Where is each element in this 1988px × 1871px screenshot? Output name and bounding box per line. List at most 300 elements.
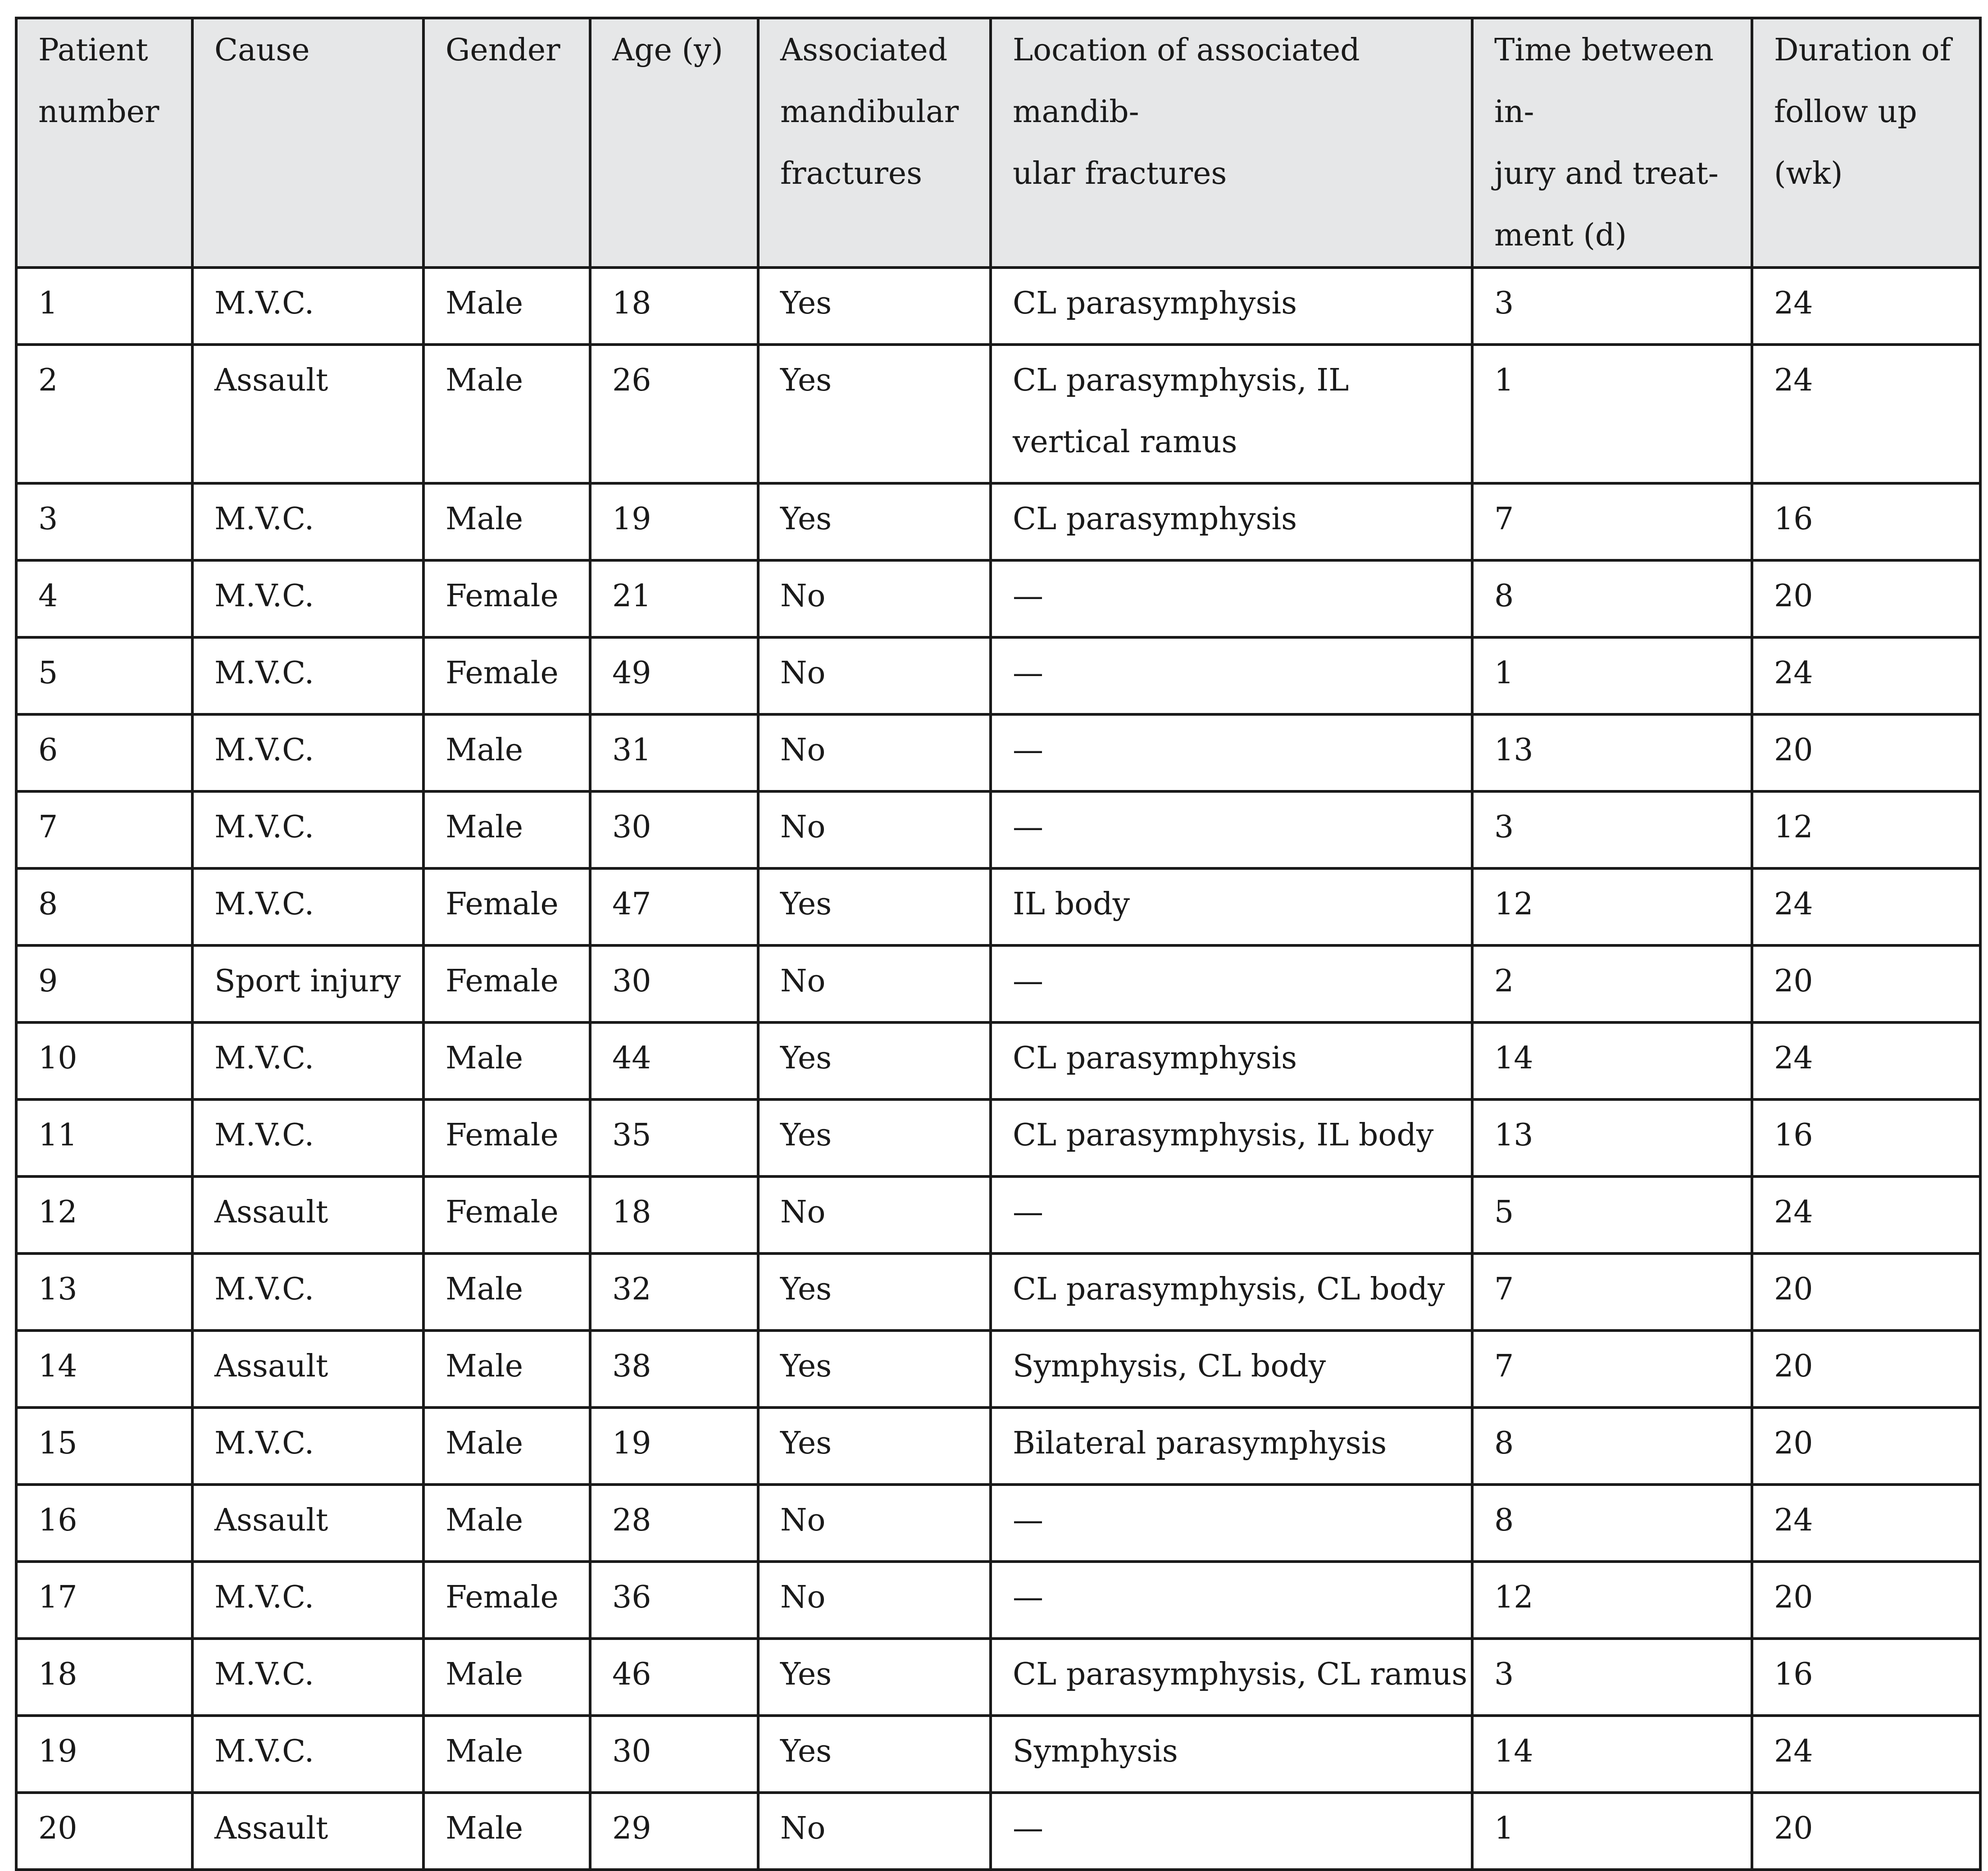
header-label: Patient number	[38, 32, 159, 130]
cell-fracture-location	[991, 945, 1472, 1022]
cell-associated-fractures	[758, 483, 991, 560]
cell-value: 13	[1494, 732, 1533, 768]
cell-value: 20	[1774, 1349, 1813, 1384]
cell-cause	[192, 1639, 423, 1716]
cell-time-to-treatment	[1472, 1253, 1752, 1331]
cell-associated-fractures	[758, 1793, 991, 1870]
cell-value: 24	[1774, 655, 1813, 691]
cell-value: 1	[1494, 1811, 1514, 1846]
cell-age	[590, 1639, 758, 1716]
cell-fracture-location	[991, 1176, 1472, 1253]
cell-value: M.V.C.	[214, 809, 314, 845]
cell-value: 24	[1774, 286, 1813, 321]
cell-value: Male	[446, 1040, 523, 1076]
cell-associated-fractures	[758, 1408, 991, 1485]
table-header-row	[16, 18, 1980, 268]
header-associated-fractures	[758, 18, 991, 268]
cell-value: 8	[1494, 578, 1514, 614]
table-row	[16, 345, 1980, 483]
cell-value: M.V.C.	[214, 501, 314, 537]
cell-value: 7	[1494, 501, 1514, 537]
cell-value: —	[1013, 732, 1043, 768]
cell-value: 24	[1774, 886, 1813, 922]
cell-value: 38	[612, 1349, 651, 1384]
cell-value: 24	[1774, 1734, 1813, 1769]
cell-value: —	[1013, 655, 1043, 691]
header-label: Location of associated mandib- ular fractures	[1013, 32, 1360, 191]
cell-time-to-treatment	[1472, 1716, 1752, 1793]
cell-value: Assault	[214, 1503, 328, 1538]
cell-gender	[423, 345, 590, 483]
table-row	[16, 791, 1980, 868]
cell-value: —	[1013, 809, 1043, 845]
table-row	[16, 1022, 1980, 1099]
table-body	[16, 268, 1980, 1870]
cell-gender	[423, 945, 590, 1022]
cell-cause	[192, 1408, 423, 1485]
cell-associated-fractures	[758, 1099, 991, 1176]
cell-follow-up-duration	[1752, 1022, 1980, 1099]
cell-value: 24	[1774, 1503, 1813, 1538]
cell-value: 1	[1494, 655, 1514, 691]
cell-cause	[192, 637, 423, 714]
cell-value: 20	[1774, 1426, 1813, 1461]
cell-cause	[192, 483, 423, 560]
cell-value: 17	[38, 1580, 77, 1615]
header-label: Age (y)	[612, 32, 723, 68]
cell-value: CL parasymphysis	[1013, 1040, 1297, 1076]
cell-value: 14	[38, 1349, 77, 1384]
cell-value: Assault	[214, 363, 328, 398]
table-row	[16, 868, 1980, 945]
cell-gender	[423, 268, 590, 345]
header-follow-up-duration	[1752, 18, 1980, 268]
cell-value: CL parasymphysis, IL body	[1013, 1117, 1434, 1153]
cell-value: 3	[1494, 286, 1514, 321]
cell-value: Yes	[780, 501, 832, 537]
cell-value: 12	[1494, 886, 1533, 922]
cell-value: 19	[612, 501, 651, 537]
cell-value: —	[1013, 1194, 1043, 1230]
cell-value: 18	[38, 1657, 77, 1692]
cell-value: 3	[1494, 1657, 1514, 1692]
cell-value: M.V.C.	[214, 886, 314, 922]
cell-value: Yes	[780, 286, 832, 321]
cell-value: 35	[612, 1117, 651, 1153]
cell-value: 16	[1774, 1657, 1813, 1692]
cell-age	[590, 560, 758, 637]
cell-value: 8	[1494, 1503, 1514, 1538]
cell-cause	[192, 868, 423, 945]
cell-time-to-treatment	[1472, 1099, 1752, 1176]
cell-value: Bilateral parasymphysis	[1013, 1426, 1387, 1461]
cell-gender	[423, 1176, 590, 1253]
cell-gender	[423, 1716, 590, 1793]
cell-value: 7	[1494, 1349, 1514, 1384]
cell-value: Male	[446, 732, 523, 768]
cell-value: 21	[612, 578, 651, 614]
cell-value: 7	[38, 809, 58, 845]
cell-time-to-treatment	[1472, 560, 1752, 637]
cell-patient-number	[16, 1022, 192, 1099]
cell-gender	[423, 1639, 590, 1716]
cell-value: 36	[612, 1580, 651, 1615]
cell-value: 28	[612, 1503, 651, 1538]
table-row	[16, 1253, 1980, 1331]
cell-age	[590, 1022, 758, 1099]
cell-value: Male	[446, 1426, 523, 1461]
cell-value: Male	[446, 363, 523, 398]
cell-value: 18	[612, 1194, 651, 1230]
cell-time-to-treatment	[1472, 1562, 1752, 1639]
cell-value: 6	[38, 732, 58, 768]
cell-gender	[423, 791, 590, 868]
cell-patient-number	[16, 1331, 192, 1408]
cell-value: Female	[446, 963, 559, 999]
cell-value: 14	[1494, 1734, 1533, 1769]
cell-value: Yes	[780, 1349, 832, 1384]
cell-follow-up-duration	[1752, 637, 1980, 714]
cell-follow-up-duration	[1752, 868, 1980, 945]
cell-value: 30	[612, 809, 651, 845]
cell-value: Yes	[780, 1117, 832, 1153]
cell-follow-up-duration	[1752, 560, 1980, 637]
cell-value: Assault	[214, 1194, 328, 1230]
header-label: Cause	[214, 32, 310, 68]
table-row	[16, 1793, 1980, 1870]
cell-patient-number	[16, 945, 192, 1022]
cell-value: 1	[1494, 363, 1514, 398]
cell-patient-number	[16, 345, 192, 483]
cell-age	[590, 1793, 758, 1870]
cell-value: Male	[446, 1734, 523, 1769]
cell-value: 12	[1494, 1580, 1533, 1615]
cell-associated-fractures	[758, 1022, 991, 1099]
patient-data-table	[15, 17, 1982, 1871]
table-row	[16, 945, 1980, 1022]
cell-value: 19	[612, 1426, 651, 1461]
cell-value: Male	[446, 1349, 523, 1384]
cell-value: Yes	[780, 1040, 832, 1076]
cell-fracture-location	[991, 1253, 1472, 1331]
cell-value: 47	[612, 886, 651, 922]
cell-value: 24	[1774, 363, 1813, 398]
cell-associated-fractures	[758, 637, 991, 714]
cell-value: M.V.C.	[214, 1580, 314, 1615]
cell-patient-number	[16, 1562, 192, 1639]
header-gender	[423, 18, 590, 268]
header-age	[590, 18, 758, 268]
cell-associated-fractures	[758, 791, 991, 868]
cell-time-to-treatment	[1472, 791, 1752, 868]
cell-follow-up-duration	[1752, 1639, 1980, 1716]
cell-time-to-treatment	[1472, 1022, 1752, 1099]
cell-follow-up-duration	[1752, 1716, 1980, 1793]
cell-cause	[192, 268, 423, 345]
cell-fracture-location	[991, 1099, 1472, 1176]
cell-associated-fractures	[758, 868, 991, 945]
cell-value: 32	[612, 1272, 651, 1307]
cell-follow-up-duration	[1752, 945, 1980, 1022]
cell-value: Male	[446, 1503, 523, 1538]
table-row	[16, 1562, 1980, 1639]
table-row	[16, 1099, 1980, 1176]
cell-cause	[192, 1485, 423, 1562]
cell-gender	[423, 1793, 590, 1870]
cell-associated-fractures	[758, 1331, 991, 1408]
cell-fracture-location	[991, 1716, 1472, 1793]
cell-value: M.V.C.	[214, 1426, 314, 1461]
cell-fracture-location	[991, 268, 1472, 345]
cell-age	[590, 1716, 758, 1793]
cell-value: 20	[1774, 963, 1813, 999]
cell-value: 2	[38, 363, 58, 398]
cell-gender	[423, 560, 590, 637]
cell-cause	[192, 1331, 423, 1408]
table-row	[16, 1485, 1980, 1562]
cell-value: 14	[1494, 1040, 1533, 1076]
cell-value: 5	[38, 655, 58, 691]
table-row	[16, 714, 1980, 791]
cell-value: 11	[38, 1117, 77, 1153]
cell-age	[590, 1408, 758, 1485]
cell-value: Female	[446, 1117, 559, 1153]
table-row	[16, 1639, 1980, 1716]
cell-cause	[192, 791, 423, 868]
cell-follow-up-duration	[1752, 268, 1980, 345]
cell-patient-number	[16, 268, 192, 345]
cell-age	[590, 483, 758, 560]
cell-value: 15	[38, 1426, 77, 1461]
cell-patient-number	[16, 483, 192, 560]
cell-patient-number	[16, 1408, 192, 1485]
cell-patient-number	[16, 1716, 192, 1793]
cell-patient-number	[16, 1793, 192, 1870]
cell-follow-up-duration	[1752, 1562, 1980, 1639]
cell-value: M.V.C.	[214, 578, 314, 614]
table-row	[16, 268, 1980, 345]
cell-value: 13	[38, 1272, 77, 1307]
cell-cause	[192, 714, 423, 791]
cell-cause	[192, 1793, 423, 1870]
cell-value: Assault	[214, 1349, 328, 1384]
cell-patient-number	[16, 1485, 192, 1562]
cell-value: 12	[38, 1194, 77, 1230]
cell-associated-fractures	[758, 1176, 991, 1253]
cell-cause	[192, 1022, 423, 1099]
table-row	[16, 1716, 1980, 1793]
cell-fracture-location	[991, 483, 1472, 560]
cell-value: M.V.C.	[214, 1040, 314, 1076]
cell-follow-up-duration	[1752, 1099, 1980, 1176]
cell-time-to-treatment	[1472, 483, 1752, 560]
cell-value: —	[1013, 963, 1043, 999]
cell-associated-fractures	[758, 714, 991, 791]
cell-value: 18	[612, 286, 651, 321]
cell-fracture-location	[991, 714, 1472, 791]
cell-value: Male	[446, 501, 523, 537]
cell-associated-fractures	[758, 945, 991, 1022]
cell-time-to-treatment	[1472, 268, 1752, 345]
cell-value: M.V.C.	[214, 655, 314, 691]
cell-value: 20	[1774, 732, 1813, 768]
cell-value: 20	[1774, 1811, 1813, 1846]
cell-follow-up-duration	[1752, 791, 1980, 868]
cell-associated-fractures	[758, 1253, 991, 1331]
cell-age	[590, 714, 758, 791]
header-label: Duration of follow up (wk)	[1774, 32, 1951, 191]
cell-value: M.V.C.	[214, 286, 314, 321]
cell-age	[590, 345, 758, 483]
cell-value: —	[1013, 1580, 1043, 1615]
cell-fracture-location	[991, 868, 1472, 945]
cell-follow-up-duration	[1752, 483, 1980, 560]
table-row	[16, 1176, 1980, 1253]
cell-value: 20	[1774, 1272, 1813, 1307]
cell-value: 16	[1774, 1117, 1813, 1153]
cell-follow-up-duration	[1752, 345, 1980, 483]
cell-cause	[192, 1176, 423, 1253]
cell-time-to-treatment	[1472, 1485, 1752, 1562]
cell-value: No	[780, 1194, 826, 1230]
cell-value: Male	[446, 1272, 523, 1307]
cell-age	[590, 1176, 758, 1253]
header-label: Time between in- jury and treat- ment (d)	[1494, 32, 1719, 253]
cell-follow-up-duration	[1752, 1408, 1980, 1485]
cell-gender	[423, 1331, 590, 1408]
cell-patient-number	[16, 791, 192, 868]
cell-value: No	[780, 732, 826, 768]
cell-value: 16	[38, 1503, 77, 1538]
table-row	[16, 637, 1980, 714]
cell-value: No	[780, 655, 826, 691]
cell-value: M.V.C.	[214, 1272, 314, 1307]
cell-value: Symphysis	[1013, 1734, 1178, 1769]
cell-associated-fractures	[758, 345, 991, 483]
cell-value: 46	[612, 1657, 651, 1692]
cell-value: 8	[38, 886, 58, 922]
cell-value: 10	[38, 1040, 77, 1076]
cell-age	[590, 868, 758, 945]
table-row	[16, 483, 1980, 560]
header-label: Gender	[446, 32, 560, 68]
cell-patient-number	[16, 1639, 192, 1716]
header-time-to-treatment	[1472, 18, 1752, 268]
cell-time-to-treatment	[1472, 714, 1752, 791]
cell-value: 29	[612, 1811, 651, 1846]
cell-cause	[192, 945, 423, 1022]
cell-follow-up-duration	[1752, 714, 1980, 791]
cell-value: Yes	[780, 886, 832, 922]
cell-value: Yes	[780, 1426, 832, 1461]
cell-follow-up-duration	[1752, 1253, 1980, 1331]
cell-value: Assault	[214, 1811, 328, 1846]
cell-age	[590, 268, 758, 345]
cell-value: Symphysis, CL body	[1013, 1349, 1326, 1384]
cell-fracture-location	[991, 1639, 1472, 1716]
cell-value: Male	[446, 286, 523, 321]
cell-age	[590, 1331, 758, 1408]
cell-value: No	[780, 1811, 826, 1846]
cell-value: No	[780, 809, 826, 845]
cell-value: CL parasymphysis, CL ramus	[1013, 1657, 1468, 1692]
cell-cause	[192, 345, 423, 483]
header-label: Associated mandibular fractures	[780, 32, 959, 191]
cell-associated-fractures	[758, 560, 991, 637]
cell-value: 20	[38, 1811, 77, 1846]
cell-value: Sport injury	[214, 963, 401, 999]
cell-cause	[192, 560, 423, 637]
cell-gender	[423, 1485, 590, 1562]
cell-value: No	[780, 1503, 826, 1538]
cell-value: IL body	[1013, 886, 1130, 922]
cell-value: Female	[446, 655, 559, 691]
cell-gender	[423, 1022, 590, 1099]
cell-value: Male	[446, 1657, 523, 1692]
cell-value: CL parasymphysis	[1013, 286, 1297, 321]
cell-value: 16	[1774, 501, 1813, 537]
cell-value: 20	[1774, 1580, 1813, 1615]
cell-age	[590, 791, 758, 868]
cell-age	[590, 1253, 758, 1331]
cell-time-to-treatment	[1472, 1331, 1752, 1408]
cell-gender	[423, 637, 590, 714]
cell-value: M.V.C.	[214, 1117, 314, 1153]
cell-value: 13	[1494, 1117, 1533, 1153]
cell-value: 44	[612, 1040, 651, 1076]
cell-time-to-treatment	[1472, 1793, 1752, 1870]
cell-value: 8	[1494, 1426, 1514, 1461]
cell-value: 4	[38, 578, 58, 614]
cell-fracture-location	[991, 560, 1472, 637]
cell-age	[590, 945, 758, 1022]
cell-gender	[423, 1099, 590, 1176]
cell-value: Male	[446, 809, 523, 845]
cell-value: 2	[1494, 963, 1514, 999]
cell-associated-fractures	[758, 268, 991, 345]
cell-value: 30	[612, 963, 651, 999]
cell-value: —	[1013, 1811, 1043, 1846]
cell-fracture-location	[991, 1022, 1472, 1099]
cell-gender	[423, 1562, 590, 1639]
cell-value: Female	[446, 1194, 559, 1230]
cell-value: Yes	[780, 1734, 832, 1769]
header-cause	[192, 18, 423, 268]
cell-patient-number	[16, 868, 192, 945]
cell-fracture-location	[991, 1331, 1472, 1408]
cell-associated-fractures	[758, 1639, 991, 1716]
cell-value: 7	[1494, 1272, 1514, 1307]
cell-value: CL parasymphysis, IL vertical ramus	[1013, 363, 1349, 460]
cell-value: 26	[612, 363, 651, 398]
cell-value: No	[780, 1580, 826, 1615]
cell-fracture-location	[991, 1485, 1472, 1562]
cell-follow-up-duration	[1752, 1793, 1980, 1870]
cell-value: CL parasymphysis	[1013, 501, 1297, 537]
cell-value: —	[1013, 1503, 1043, 1538]
cell-time-to-treatment	[1472, 868, 1752, 945]
cell-associated-fractures	[758, 1716, 991, 1793]
cell-time-to-treatment	[1472, 1176, 1752, 1253]
table-row	[16, 1331, 1980, 1408]
cell-value: 31	[612, 732, 651, 768]
cell-associated-fractures	[758, 1485, 991, 1562]
cell-age	[590, 1485, 758, 1562]
cell-follow-up-duration	[1752, 1331, 1980, 1408]
cell-gender	[423, 1253, 590, 1331]
cell-value: M.V.C.	[214, 732, 314, 768]
cell-gender	[423, 714, 590, 791]
